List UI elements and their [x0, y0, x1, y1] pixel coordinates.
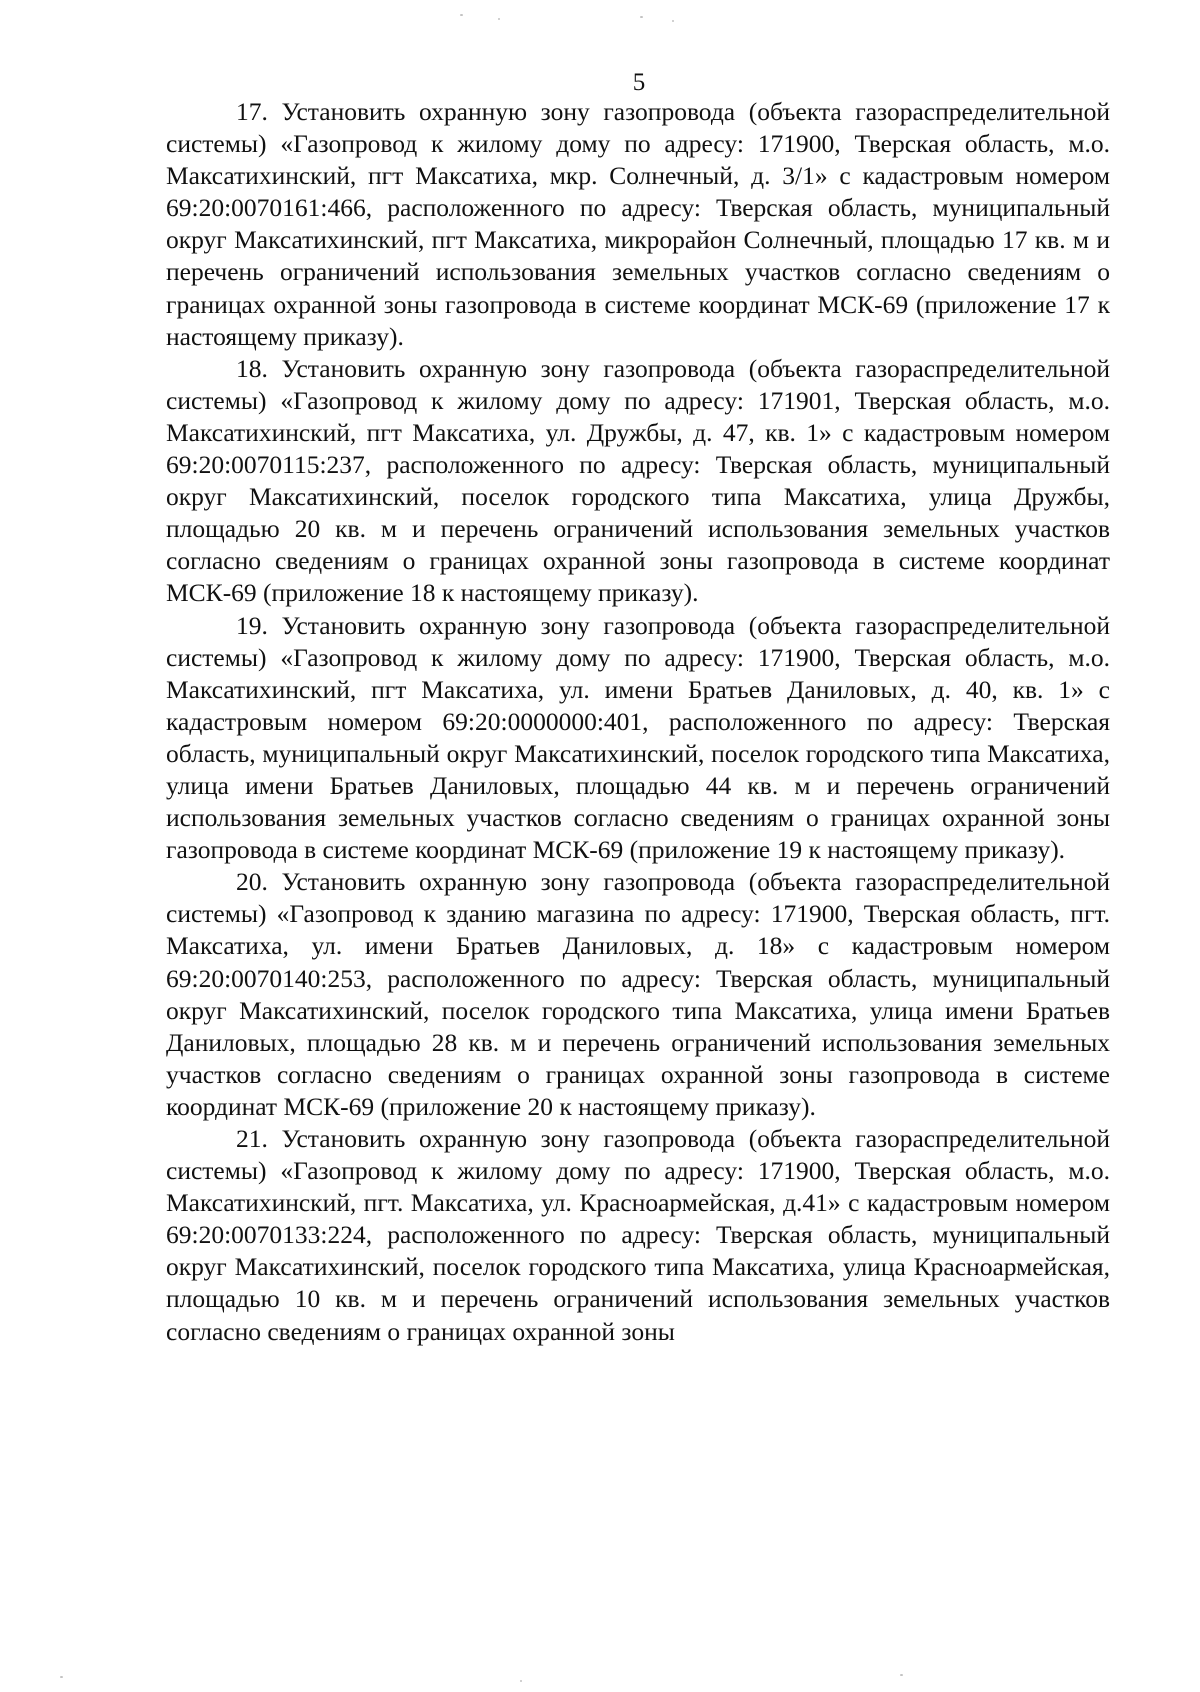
paragraph-number: 20.	[236, 867, 268, 897]
paragraph-text: Установить охранную зону газопровода (объекта газораспределительной системы) «Газопровод к жилому дому по адресу: 171901, Тверская область, м.о. Максатихинский, пгт Максатиха, ул. Дружбы, д. 47, кв. 1» с кадастровым номером 69:20:0070115:237, расположенного по адресу: Тверская область, муниципальный округ Максатихинский, поселок городского типа Максатиха, улица Дружбы, площадью 20 кв. м и перечень ограничений использования земельных участков согласно сведениям о границах охранной зоны газопровода в системе координат МСК-69 (приложение 18 к настоящему приказу).	[166, 353, 1110, 608]
paragraph-number: 21.	[236, 1124, 268, 1153]
paragraph-19	[166, 610, 1110, 867]
scan-speck	[460, 14, 463, 16]
document-body	[166, 96, 1110, 1348]
paragraph-number: 19.	[236, 610, 268, 640]
scan-speck	[640, 16, 643, 18]
scan-speck	[520, 1680, 522, 1682]
paragraph-number: 18.	[236, 353, 268, 383]
paragraph-text: Установить охранную зону газопровода (объекта газораспределительной системы) «Газопровод к жилому дому по адресу: 171900, Тверская область, м.о. Максатихинский, пгт. Максатиха, ул. Красноармейская, д.41» с кадастровым номером 69:20:0070133:224, расположенного по адресу: Тверская область, муниципальный округ Максатихинский, поселок городского типа Максатиха, улица Красноармейская, площадью 10 кв. м и перечень ограничений использования земельных участков согласно сведениям о границах охранной зоны	[166, 1124, 1110, 1346]
scan-speck	[60, 1676, 63, 1678]
paragraph-17	[166, 96, 1110, 353]
paragraph-18	[166, 353, 1110, 610]
page-number: 5	[632, 69, 646, 96]
paragraph-text: Установить охранную зону газопровода (объекта газораспределительной системы) «Газопровод к жилому дому по адресу: 171900, Тверская область, м.о. Максатихинский, пгт Максатиха, ул. имени Братьев Даниловых, д. 40, кв. 1» с кадастровым номером 69:20:0000000:401, расположенного по адресу: Тверская область, муниципальный округ Максатихинский, поселок городского типа Максатиха, улица имени Братьев Даниловых, площадью 44 кв. м и перечень ограничений использования земельных участков согласно сведениям о границах охранной зоны газопровода в системе координат МСК-69 (приложение 19 к настоящему приказу).	[166, 610, 1110, 865]
scan-speck	[498, 18, 500, 20]
paragraph-20	[166, 866, 1110, 1123]
paragraph-21	[166, 1123, 1110, 1348]
paragraph-text: Установить охранную зону газопровода (объекта газораспределительной системы) «Газопровод к зданию магазина по адресу: 171900, Тверская область, пгт. Максатиха, ул. имени Братьев Даниловых, д. 18» с кадастровым номером 69:20:0070140:253, расположенного по адресу: Тверская область, муниципальный округ Максатихинский, поселок городского типа Максатиха, улица имени Братьев Даниловых, площадью 28 кв. м и перечень ограничений использования земельных участков согласно сведениям о границах охранной зоны газопровода в системе координат МСК-69 (приложение 20 к настоящему приказу).	[166, 867, 1110, 1121]
paragraph-text: Установить охранную зону газопровода (объекта газораспределительной системы) «Газопровод к жилому дому по адресу: 171900, Тверская область, м.о. Максатихинский, пгт Максатиха, мкр. Солнечный, д. 3/1» с кадастровым номером 69:20:0070161:466, расположенного по адресу: Тверская область, муниципальный округ Максатихинский, пгт Максатиха, микрорайон Солнечный, площадью 17 кв. м и перечень ограничений использования земельных участков согласно сведениям о границах охранной зоны газопровода в системе координат МСК-69 (приложение 17 к настоящему приказу).	[166, 97, 1110, 351]
scan-speck	[672, 20, 674, 22]
scan-speck	[900, 1674, 903, 1676]
paragraph-number: 17.	[236, 97, 268, 126]
